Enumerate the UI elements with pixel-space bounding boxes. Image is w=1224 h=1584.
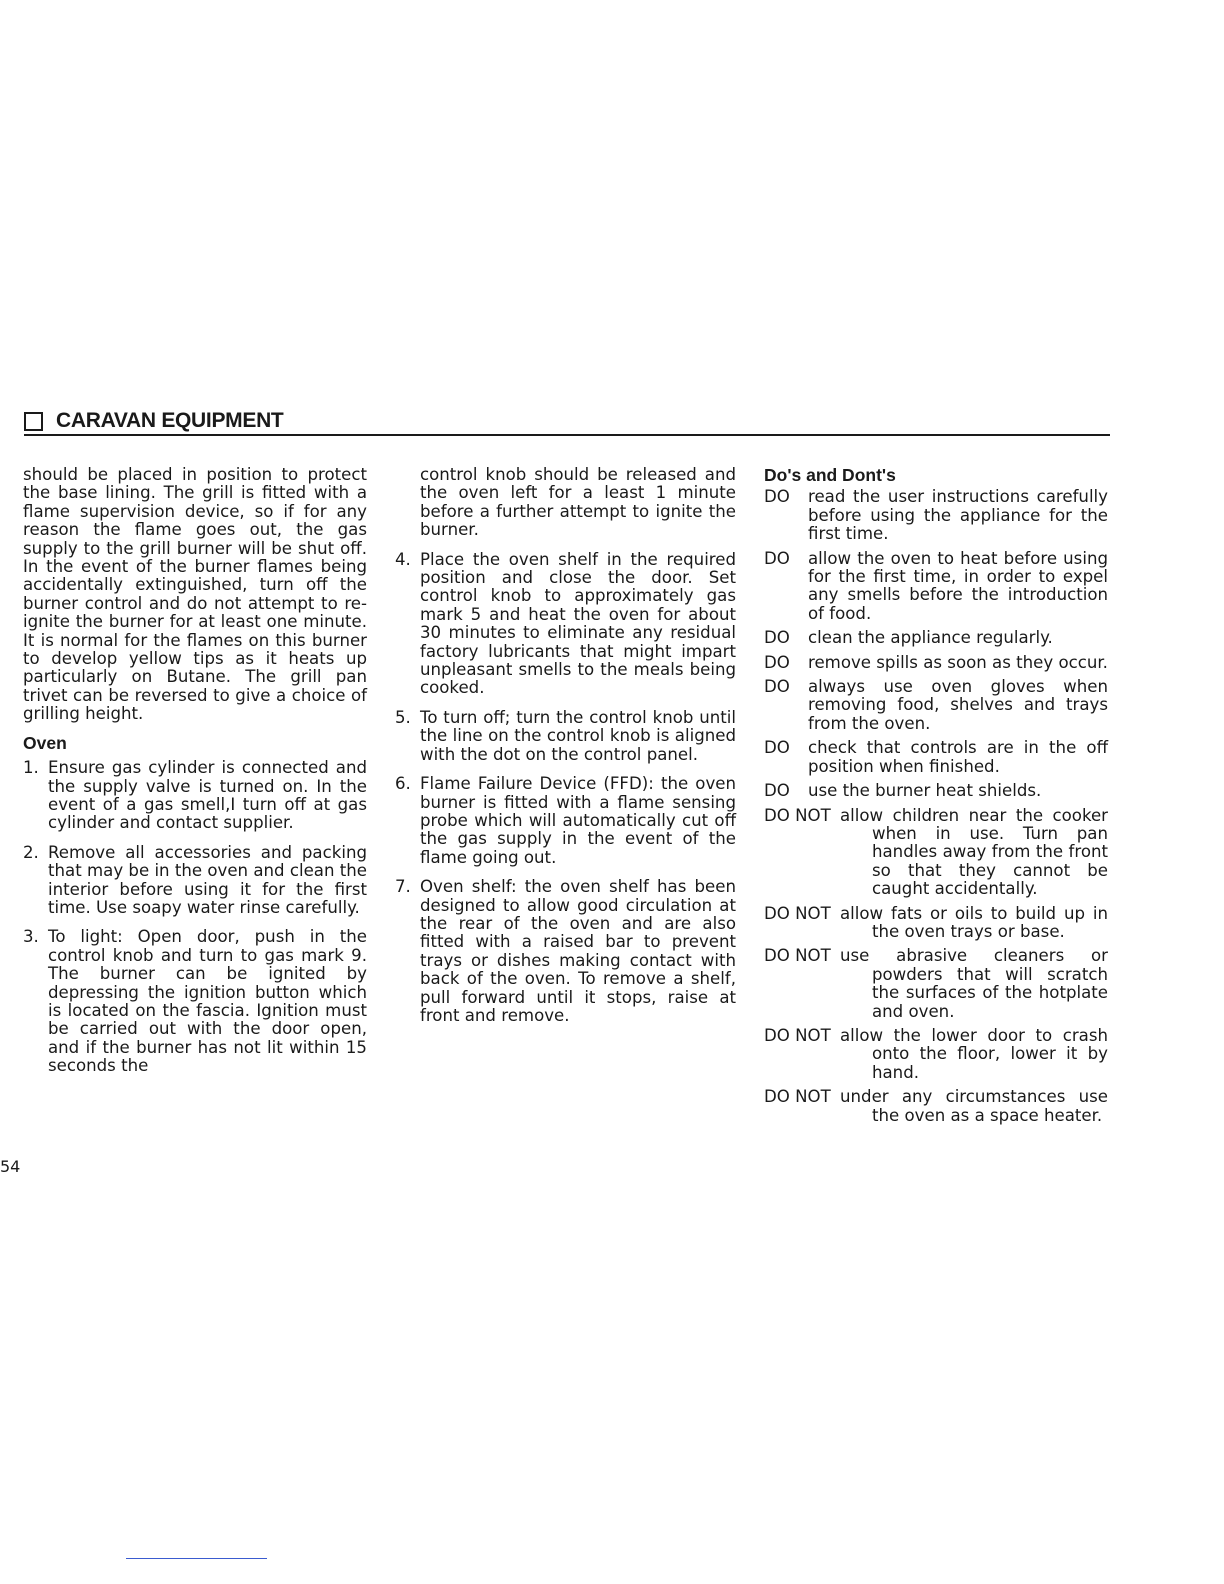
do-not-rule bbox=[764, 905, 1108, 942]
rule-label: DO bbox=[764, 738, 790, 758]
step-number: 3. bbox=[23, 927, 39, 947]
step-text: Place the oven shelf in the required position and close the door. Set control knob to approximately gas mark 5 and heat the oven for about 30 minutes to eliminate any residual factory lubricants that might impart unpleasant smells to the meals being cooked. bbox=[420, 549, 736, 698]
step-number: 7. bbox=[395, 877, 411, 897]
rule-text: check that controls are in the off position when finished. bbox=[808, 738, 1108, 776]
column-middle bbox=[395, 466, 736, 1036]
dos-and-donts-heading: Do's and Dont's bbox=[764, 465, 896, 485]
rule-label: DO NOT bbox=[764, 805, 831, 825]
rule-label: DO bbox=[764, 781, 790, 801]
rule-text: allow children near the cooker when in use. Turn pan handles away from the front so that they cannot be caught accidentally. bbox=[840, 805, 1108, 899]
oven-step-2 bbox=[23, 844, 367, 918]
step-text: To light: Open door, push in the control knob and turn to gas mark 9. The burner can be ignited by depressing the ignition button which is located on the fascia. Ignition must be carried out with the door open, and if the burner has not lit within 15 seconds the bbox=[48, 927, 367, 1076]
oven-heading: Oven bbox=[23, 732, 67, 753]
oven-step-6 bbox=[395, 775, 736, 867]
rule-text: read the user instructions carefully before using the appliance for the first time. bbox=[808, 487, 1108, 544]
do-rule bbox=[764, 488, 1108, 543]
oven-step-3 bbox=[23, 928, 367, 1075]
rule-text: allow the oven to heat before using for the first time, in order to expel any smells before the introduction of food. bbox=[808, 548, 1108, 623]
rule-label: DO bbox=[764, 652, 790, 672]
rule-text: allow the lower door to crash onto the floor, lower it by hand. bbox=[840, 1025, 1108, 1082]
step-text: To turn off; turn the control knob until the line on the control knob is aligned with the dot on the control panel. bbox=[420, 707, 736, 764]
step-number: 5. bbox=[395, 707, 411, 727]
column-left bbox=[23, 466, 367, 1087]
do-rule bbox=[764, 550, 1108, 624]
do-not-rule bbox=[764, 1088, 1108, 1125]
step-number: 4. bbox=[395, 549, 411, 569]
rule-text: clean the appliance regularly. bbox=[808, 628, 1053, 648]
section-title: CARAVAN EQUIPMENT bbox=[56, 409, 284, 432]
rule-text: always use oven gloves when removing food, shelves and trays from the oven. bbox=[808, 677, 1108, 733]
step-text: control knob should be released and the oven left for a least 1 minute before a further attempt to ignite the burner. bbox=[420, 465, 736, 540]
do-rule bbox=[764, 654, 1108, 672]
step-text: Ensure gas cylinder is connected and the supply valve is turned on. In the event of a gas smell,I turn off at gas cylinder and contact supplier. bbox=[48, 758, 367, 833]
oven-step-7 bbox=[395, 878, 736, 1025]
rule-text: allow fats or oils to build up in the oven trays or base. bbox=[840, 903, 1108, 941]
rule-label: DO NOT bbox=[764, 1025, 831, 1045]
rule-label: DO bbox=[764, 548, 790, 568]
oven-step-5 bbox=[395, 709, 736, 764]
step-text: Remove all accessories and packing that may be in the oven and clean the interior before using it for the first time. Use soapy water rinse carefully. bbox=[48, 842, 367, 917]
section-header bbox=[24, 406, 1110, 436]
rule-text: under any circumstances use the oven as a space heater. bbox=[840, 1087, 1108, 1125]
do-not-rule bbox=[764, 807, 1108, 899]
step-number: 1. bbox=[23, 758, 39, 778]
do-rule bbox=[764, 782, 1108, 800]
rule-label: DO bbox=[764, 628, 790, 648]
step-number: 6. bbox=[395, 774, 411, 794]
rule-text: use the burner heat shields. bbox=[808, 781, 1042, 801]
do-rule bbox=[764, 678, 1108, 733]
rule-text: remove spills as soon as they occur. bbox=[808, 652, 1108, 672]
do-not-rule bbox=[764, 947, 1108, 1021]
checkbox-square-icon bbox=[24, 412, 43, 431]
rule-label: DO NOT bbox=[764, 1087, 831, 1107]
divider bbox=[126, 1558, 267, 1559]
rule-label: DO bbox=[764, 677, 790, 697]
step-text: Oven shelf: the oven shelf has been designed to allow good circulation at the rear of the oven and are also fitted with a raised bar to prevent trays or dishes making contact with back of the oven. To remove a shelf, pull forward until it stops, raise at front and remove. bbox=[420, 877, 736, 1025]
step-number: 2. bbox=[23, 842, 39, 862]
do-not-rule bbox=[764, 1027, 1108, 1082]
column-right bbox=[764, 466, 1108, 1131]
oven-step-4 bbox=[395, 551, 736, 698]
do-rule bbox=[764, 629, 1108, 647]
step-text: Flame Failure Device (FFD): the oven burner is fitted with a flame sensing probe which will automatically cut off the gas supply in the event of the flame going out. bbox=[420, 774, 736, 867]
rule-label: DO NOT bbox=[764, 946, 831, 966]
grill-intro-paragraph: should be placed in position to protect the base lining. The grill is fitted with a flame supervision device, so if for any reason the flame goes out, the gas supply to the grill burner will be shut off. In the event of the burner flames being accidentally extinguished, turn off the burner control and do not attempt to re-ignite the burner for at least one minute. It is normal for the flames on this burner to develop yellow tips as it heats up particularly on Butane. The grill pan trivet can be reversed to give a choice of grilling height. bbox=[23, 465, 367, 724]
oven-step-1 bbox=[23, 759, 367, 833]
rule-label: DO NOT bbox=[764, 903, 831, 923]
do-rule bbox=[764, 739, 1108, 776]
rule-text: use abrasive cleaners or powders that will scratch the surfaces of the hotplate and oven. bbox=[840, 946, 1108, 1021]
page-number: 54 bbox=[0, 1157, 21, 1176]
rule-label: DO bbox=[764, 487, 790, 507]
oven-step-3-continued bbox=[395, 466, 736, 540]
